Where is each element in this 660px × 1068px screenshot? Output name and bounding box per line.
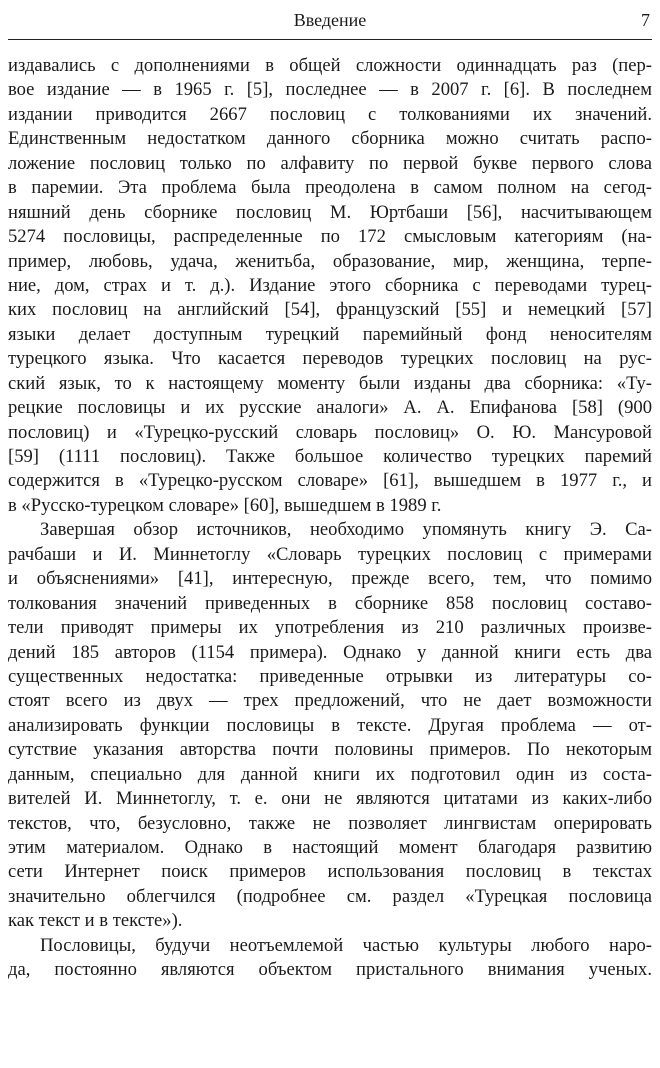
text-line: анализировать функции пословицы в тексте. Другая проблема — от- <box>8 714 652 736</box>
text-line: сутствие указания авторства почти половины примеров. По некоторым <box>8 739 652 761</box>
text-line: Единственным недостатком данного сборника можно считать распо- <box>8 128 652 150</box>
text-line: тели приводят примеры их употребления из 210 различных произве- <box>8 617 652 639</box>
book-page <box>8 0 652 1068</box>
text-line: вое издание — в 1965 г. [5], последнее — в 2007 г. [6]. В последнем <box>8 79 652 101</box>
text-line: ский язык, то к настоящему моменту были изданы два сборника: «Ту- <box>8 372 652 394</box>
text-line: дений 185 авторов (1154 примера). Однако у данной книги есть два <box>8 641 652 663</box>
chapter-title: Введение <box>293 10 367 30</box>
text-line: значительно облегчился (подробнее см. раздел «Турецкая пословица <box>8 885 652 907</box>
text-line: вителей И. Миннетоглу, т. е. они не являются цитатами из каких-либо <box>8 788 652 810</box>
text-line: стоят всего из двух — трех предложений, что не дает возможности <box>8 690 652 712</box>
text-line: в паремии. Эта проблема была преодолена в самом полном на сегод- <box>8 177 652 199</box>
text-line: да, постоянно являются объектом пристального внимания ученых. <box>8 959 652 981</box>
text-line: как текст и в тексте»). <box>8 910 183 932</box>
text-line: Пословицы, будучи неотъемлемой частью культуры любого наро- <box>40 934 652 956</box>
paragraph <box>8 934 652 983</box>
paragraph <box>8 518 652 933</box>
text-line: и объяснениями» [41], интересную, прежде всего, тем, что помимо <box>8 568 652 590</box>
body-text <box>8 54 652 983</box>
text-line: издании приводится 2667 пословиц с толкованиями их значений. <box>8 103 652 125</box>
text-line: толкования значений приведенных в сборнике 858 пословиц составо- <box>8 592 652 614</box>
text-line: Завершая обзор источников, необходимо упомянуть книгу Э. Са- <box>40 519 652 541</box>
text-line: 5274 пословицы, распределенные по 172 смысловым категориям (на- <box>8 226 652 248</box>
paragraph <box>8 54 652 518</box>
text-line: няшний день сборнике пословиц М. Юртбаши [56], насчитывающем <box>8 201 652 223</box>
text-line: турецкого языка. Что касается переводов турецких пословиц на рус- <box>8 348 652 370</box>
text-line: языки делает доступным турецкий паремийный фонд неносителям <box>8 323 652 345</box>
text-line: данным, специально для данной книги их подготовил один из соста- <box>8 763 652 785</box>
text-line: рецкие пословицы и их русские аналоги» А. А. Епифанова [58] (900 <box>8 397 652 419</box>
text-line: текстов, что, безусловно, также не позволяет лингвистам оперировать <box>8 812 652 834</box>
text-line: существенных недостатка: приведенные отрывки из литературы со- <box>8 665 652 687</box>
text-line: пословиц) и «Турецко-русский словарь пословиц» О. Ю. Мансуровой <box>8 421 652 443</box>
text-line: ние, дом, страх и т. д.). Издание этого сборника с переводами турец- <box>8 274 652 296</box>
text-line: этим материалом. Однако в настоящий момент благодаря развитию <box>8 837 652 858</box>
text-line: издавались с дополнениями в общей сложности одиннадцать раз (пер- <box>8 55 652 76</box>
text-line: ких пословиц на английский [54], французский [55] и немецкий [57] <box>8 299 652 321</box>
text-line: ложение пословиц только по алфавиту по первой букве первого слова <box>8 152 652 174</box>
text-line: [59] (1111 пословиц). Также большое количество турецких паремий <box>8 446 652 467</box>
text-line: сети Интернет поиск примеров использования пословиц в текстах <box>8 861 652 883</box>
text-line: в «Русско-турецком словаре» [60], вышедшем в 1989 г. <box>8 494 442 516</box>
text-line: содержится в «Турецко-русском словаре» [61], вышедшем в 1977 г., и <box>8 470 652 492</box>
running-head <box>8 0 652 40</box>
text-line: пример, любовь, удача, женитьба, образование, мир, женщина, терпе- <box>8 250 652 272</box>
page-number: 7 <box>641 10 650 30</box>
text-line: рачбаши и И. Миннетоглу «Словарь турецких пословиц с примерами <box>8 543 652 565</box>
